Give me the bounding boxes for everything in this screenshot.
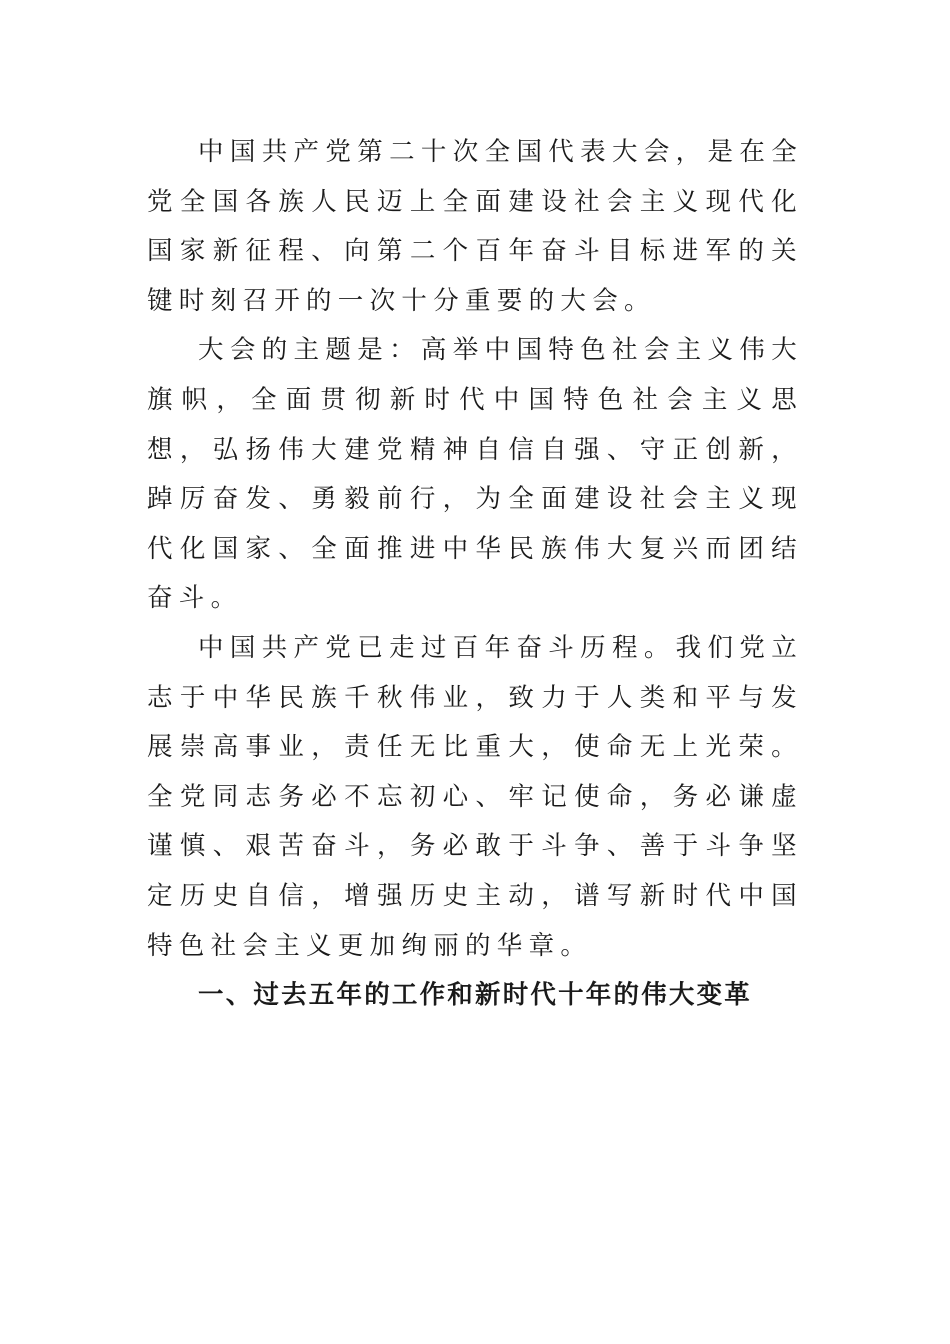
document-body [147, 128, 803, 1021]
paragraph-congress-theme: 大会的主题是：高举中国特色社会主义伟大旗帜，全面贯彻新时代中国特色社会主义思想，弘扬伟大建党精神自信自强、守正创新，踔厉奋发、勇毅前行，为全面建设社会主义现代化国家、全面推进中华民族伟大复兴而团结奋斗。 [147, 335, 803, 614]
section-heading: 一、过去五年的工作和新时代十年的伟大变革 [198, 980, 753, 1011]
paragraph-party-mission: 中国共产党已走过百年奋斗历程。我们党立志于中华民族千秋伟业，致力于人类和平与发展崇高事业，责任无比重大，使命无上光荣。全党同志务必不忘初心、牢记使命，务必谦虚谨慎、艰苦奋斗，务必敢于斗争、善于斗争坚定历史自信，增强历史主动，谱写新时代中国特色社会主义更加绚丽的华章。 [147, 632, 803, 961]
paragraph-congress-intro: 中国共产党第二十次全国代表大会，是在全党全国各族人民迈上全面建设社会主义现代化国家新征程、向第二个百年奋斗目标进军的关键时刻召开的一次十分重要的大会。 [147, 137, 803, 316]
